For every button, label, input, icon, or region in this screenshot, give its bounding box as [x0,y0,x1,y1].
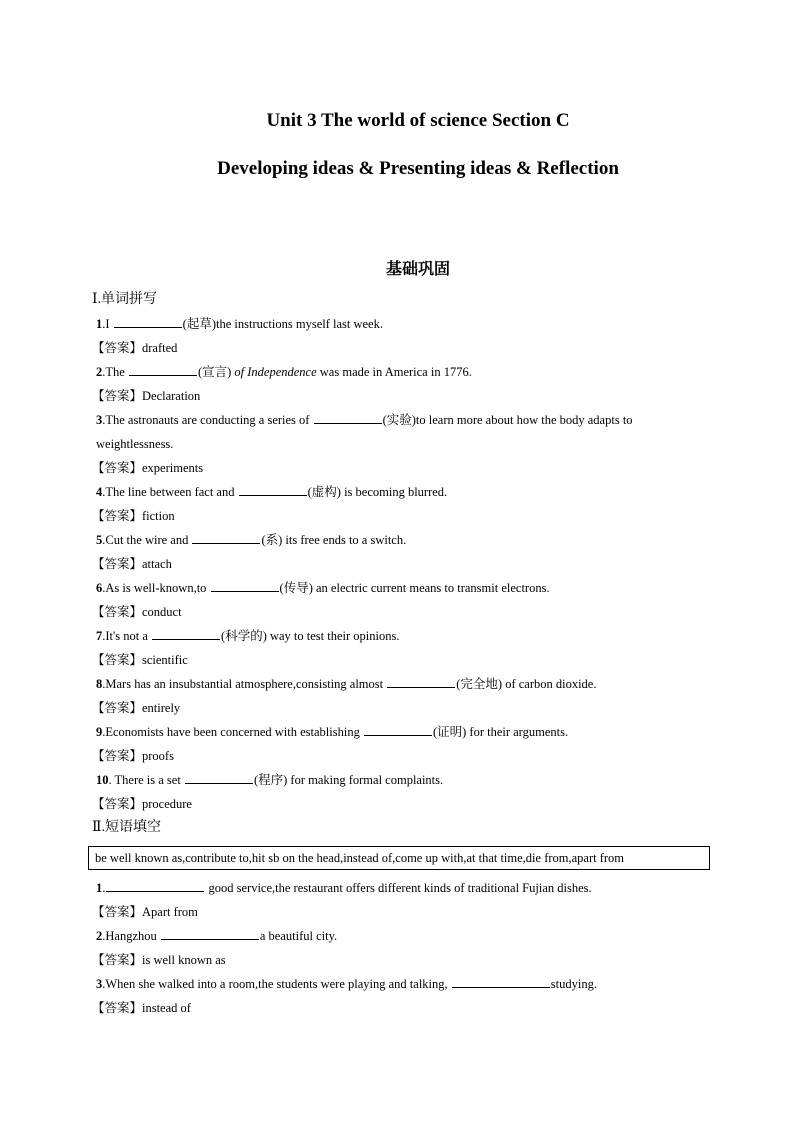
question-7: 7.It's not a (科学的) way to test their opinions. [96,624,706,648]
answer-blank[interactable] [387,674,455,688]
part1 [92,288,706,1020]
question-2: 2.The (宣言) of Independence was made in America in 1776. [96,360,706,384]
part2-heading: Ⅱ.短语填空 [92,820,162,835]
question-5: 5.Cut the wire and (系) its free ends to a switch. [96,528,706,552]
answer-2: 【答案】Declaration [92,389,201,403]
answer-9: 【答案】proofs [92,749,174,763]
answer-7: 【答案】scientific [92,653,188,667]
answer-8: 【答案】entirely [92,701,181,715]
answer-4: 【答案】fiction [92,509,175,523]
answer-blank[interactable] [129,362,197,376]
answer-blank[interactable] [314,410,382,424]
phrase-question-2: 2.Hangzhou a beautiful city. [96,924,706,948]
question-4: 4.The line between fact and (虚构) is becoming blurred. [96,480,706,504]
phrase-answer-1: 【答案】Apart from [92,905,198,919]
document-subtitle: Developing ideas & Presenting ideas & Reflection [217,158,619,179]
answer-blank[interactable] [364,722,432,736]
question-10: 10. There is a set (程序) for making formal complaints. [96,768,706,792]
answer-blank[interactable] [152,626,220,640]
answer-blank[interactable] [106,878,204,892]
answer-blank[interactable] [239,482,307,496]
section-title: 基础巩固 [385,261,450,278]
question-8: 8.Mars has an insubstantial atmosphere,consisting almost (完全地) of carbon dioxide. [96,672,706,696]
answer-blank[interactable] [452,974,550,988]
question-1: 1.I (起草)the instructions myself last week. [96,312,706,336]
answer-5: 【答案】attach [92,557,172,571]
document-title: Unit 3 The world of science Section C [266,110,570,131]
phrase-question-3: 3.When she walked into a room,the students were playing and talking, studying. [96,972,706,996]
answer-3: 【答案】experiments [92,461,204,475]
phrase-question-1: 1. good service,the restaurant offers different kinds of traditional Fujian dishes. [96,876,706,900]
question-9: 9.Economists have been concerned with establishing (证明) for their arguments. [96,720,706,744]
question-3: 3.The astronauts are conducting a series of (实验)to learn more about how the body adapts to [96,408,706,432]
answer-blank[interactable] [192,530,260,544]
phrase-bank: be well known as,contribute to,hit sb on the head,instead of,come up with,at that time,die from,apart from [88,846,710,870]
part1-heading: Ⅰ.单词拼写 [92,292,158,307]
question-3-continued: weightlessness. [96,437,174,451]
answer-10: 【答案】procedure [92,797,192,811]
question-6: 6.As is well-known,to (传导) an electric current means to transmit electrons. [96,576,706,600]
answer-6: 【答案】conduct [92,605,182,619]
phrase-answer-3: 【答案】instead of [92,1001,191,1015]
answer-blank[interactable] [161,926,259,940]
answer-1: 【答案】drafted [92,341,178,355]
answer-blank[interactable] [211,578,279,592]
answer-blank[interactable] [114,314,182,328]
answer-blank[interactable] [185,770,253,784]
phrase-answer-2: 【答案】is well known as [92,953,226,967]
